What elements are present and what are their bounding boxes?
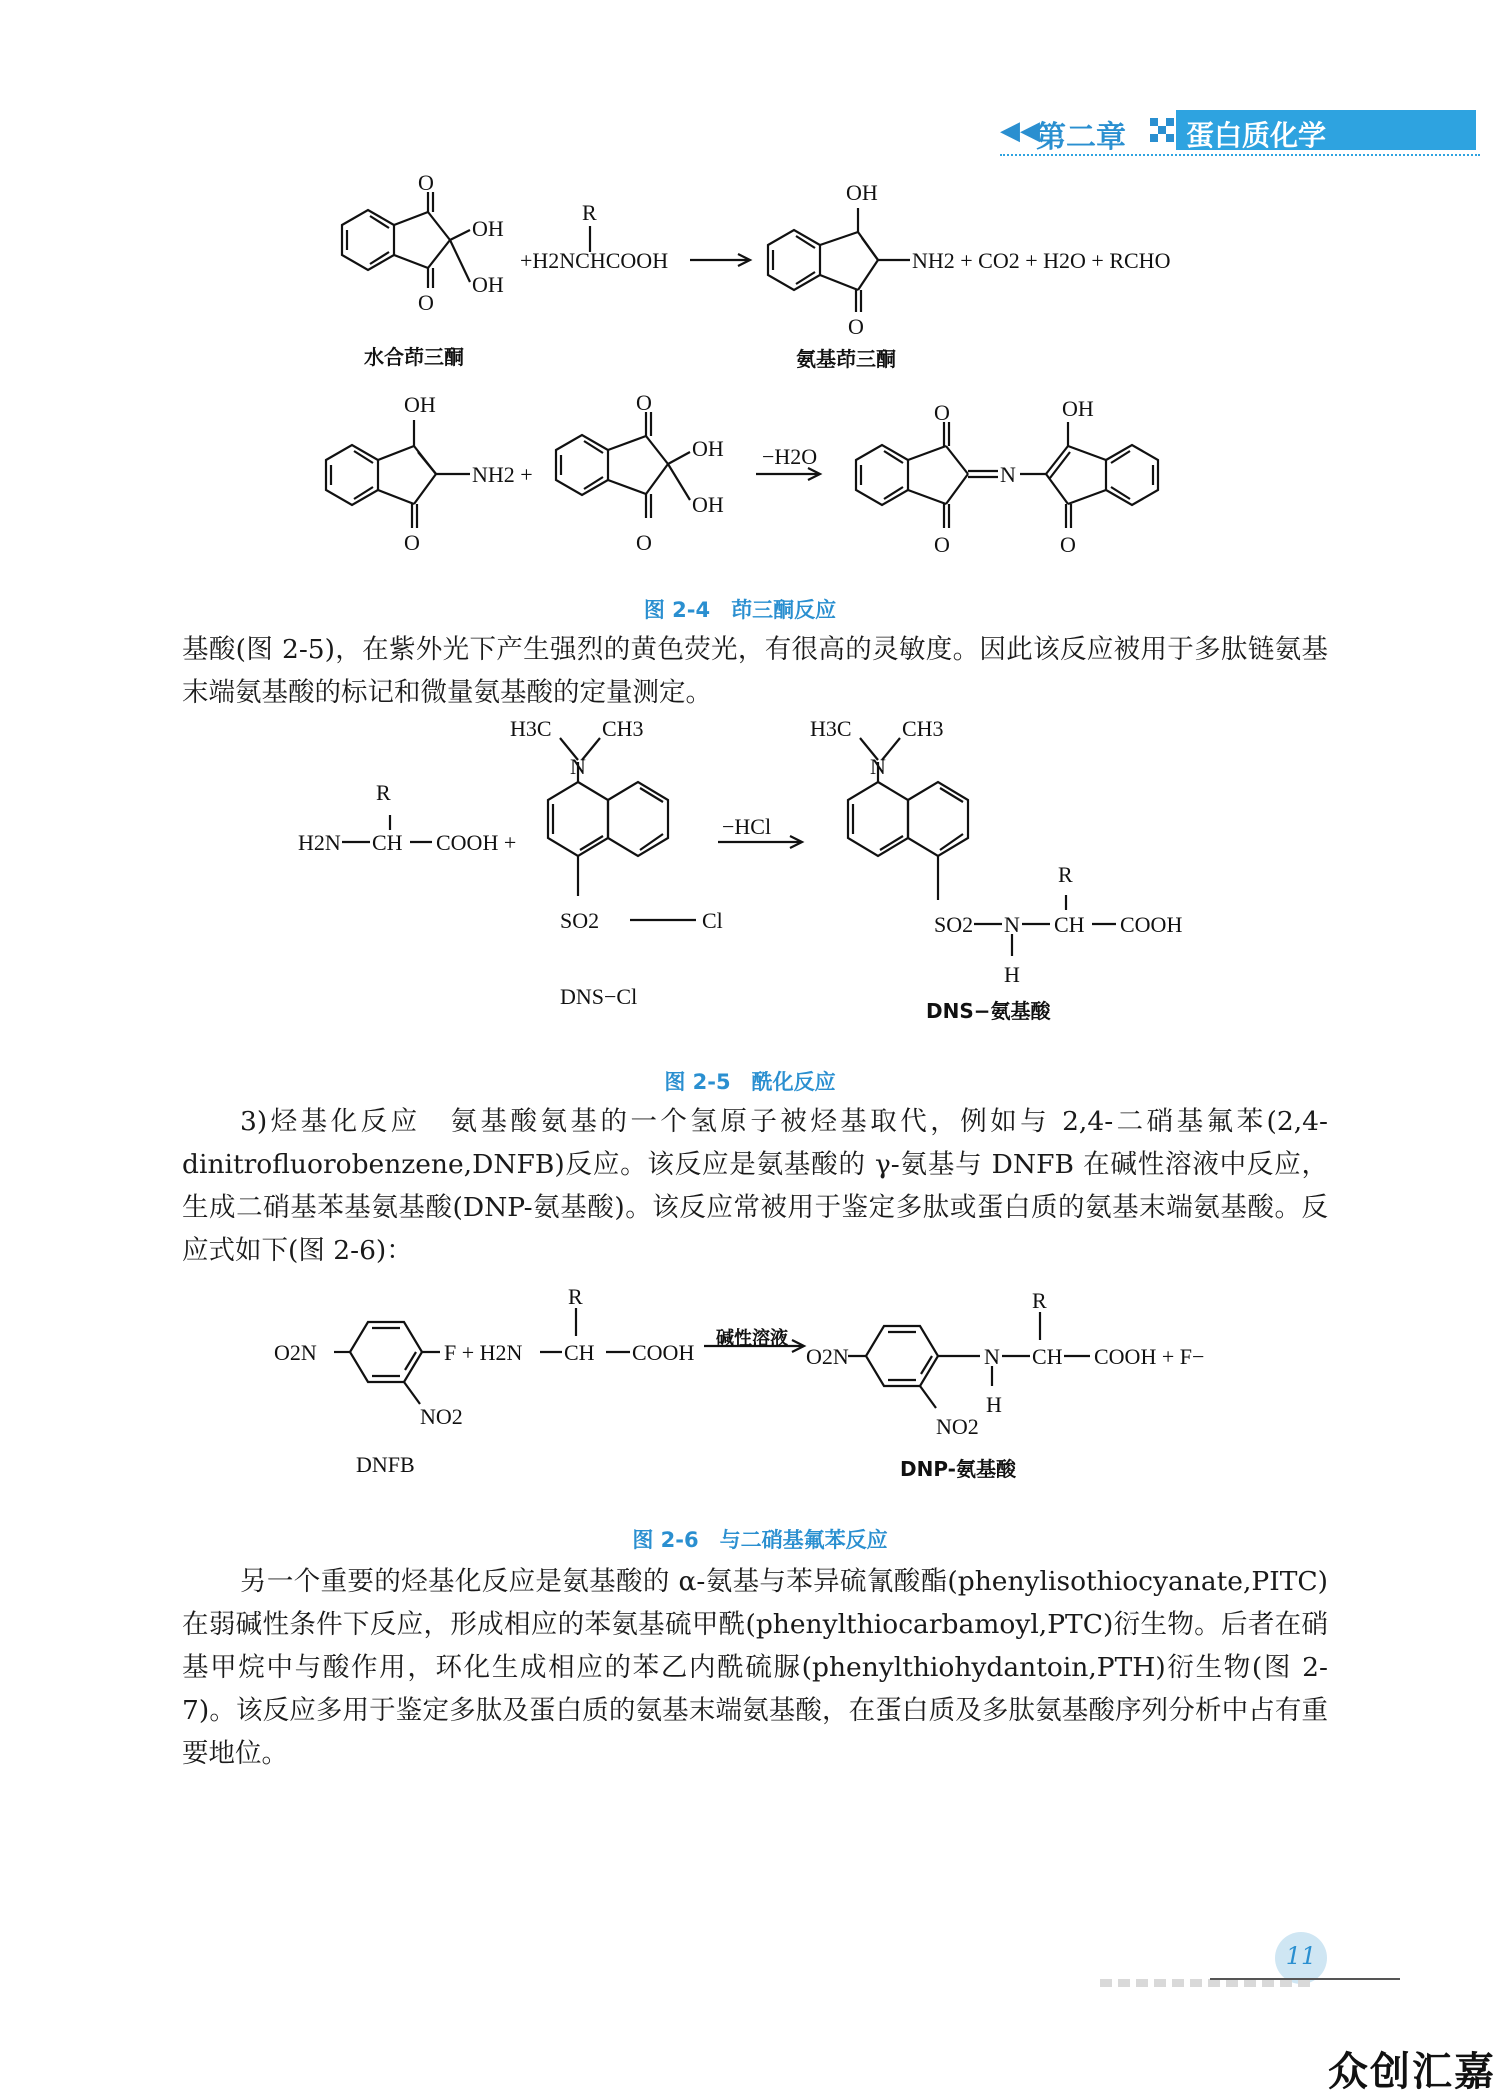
- page-number: 11: [1285, 1942, 1317, 1970]
- n-label: N: [1004, 912, 1020, 937]
- oh-label: OH: [472, 272, 504, 297]
- cooh-label: COOH: [632, 1340, 695, 1365]
- n-label: N: [570, 754, 586, 779]
- chapter-title: 蛋白质化学: [1186, 119, 1327, 152]
- ch-label: CH: [1032, 1344, 1063, 1369]
- product-name: DNP-氨基酸: [900, 1457, 1016, 1481]
- o-label: O: [1060, 532, 1076, 557]
- oh-label: OH: [404, 392, 436, 417]
- cl-label: Cl: [702, 908, 723, 933]
- minus-hcl-label: −HCl: [722, 814, 772, 839]
- n-label: N: [1000, 462, 1016, 487]
- paragraph-1: 基酸(图 2-5)，在紫外光下产生强烈的黄色荧光，有很高的灵敏度。因此该反应被用于多肽链氨基末端氨基酸的标记和微量氨基酸的定量测定。: [182, 634, 1328, 708]
- minus-h2o-label: −H2O: [762, 444, 818, 469]
- so2-label: SO2: [560, 908, 600, 933]
- o2n-label: O2N: [274, 1340, 317, 1365]
- h3c-label: H3C: [810, 716, 852, 741]
- r-label: R: [1032, 1288, 1047, 1313]
- oh-label: OH: [846, 180, 878, 205]
- o-label: O: [934, 400, 950, 425]
- amino-acid-label: +H2NCHCOOH: [520, 248, 669, 273]
- figure-2-5-caption: 图 2-5 酰化反应: [664, 1070, 836, 1094]
- o-label: O: [934, 532, 950, 557]
- ch-label: CH: [372, 830, 403, 855]
- watermark-logo: 众创汇嘉: [1328, 2049, 1496, 2095]
- paragraph-2: 3)烃基化反应 氨基酸氨基的一个氢原子被烃基取代，例如与 2,4-二硝基氟苯(2,4-dinitrofluorobenzene,DNFB)反应。该反应是氨基酸的 γ-氨基与 DNFB 在碱性溶液中反应，生成二硝基苯基氨基酸(DNP-氨基酸)。该反应常被用于鉴定多肽或蛋白质的氨基末端氨基酸。反应式如下(图 2-6)：: [182, 1106, 1328, 1266]
- oh-label: OH: [692, 436, 724, 461]
- h-label: H: [986, 1392, 1002, 1417]
- cooh-label: COOH: [1120, 912, 1183, 937]
- oh-label: OH: [692, 492, 724, 517]
- so2-label: SO2: [934, 912, 974, 937]
- ch-label: CH: [1054, 912, 1085, 937]
- o-label: O: [404, 530, 420, 555]
- h2n-label: H2N: [298, 830, 341, 855]
- figure-2-6-caption: 图 2-6 与二硝基氟苯反应: [632, 1528, 888, 1552]
- f-plus-h2n-label: F + H2N: [444, 1340, 523, 1365]
- reactant-name: DNS−Cl: [560, 984, 638, 1009]
- footer-rule: [1210, 1978, 1400, 1980]
- r-label: R: [568, 1284, 583, 1309]
- oh-label: OH: [472, 216, 504, 241]
- product-name: DNS−氨基酸: [926, 999, 1051, 1023]
- o-label: O: [636, 530, 652, 555]
- ch-label: CH: [564, 1340, 595, 1365]
- r-label: R: [1058, 862, 1073, 887]
- ch3-label: CH3: [902, 716, 944, 741]
- condition-label: 碱性溶液: [716, 1328, 788, 1348]
- o-label: O: [418, 290, 434, 315]
- oh-label: OH: [1062, 396, 1094, 421]
- nh2-plus-label: NH2 +: [472, 462, 533, 487]
- n-label: N: [984, 1344, 1000, 1369]
- cooh-plus-label: COOH +: [436, 830, 517, 855]
- products-label: NH2 + CO2 + H2O + RCHO: [912, 248, 1171, 273]
- o-label: O: [418, 170, 434, 195]
- o2n-label: O2N: [806, 1344, 849, 1369]
- n-label: N: [870, 754, 886, 779]
- figure-2-4-caption: 图 2-4 茚三酮反应: [643, 598, 837, 622]
- o-label: O: [636, 390, 652, 415]
- paragraph-3: 另一个重要的烃基化反应是氨基酸的 α-氨基与苯异硫氰酸酯(phenylisothiocyanate,PITC)在弱碱性条件下反应，形成相应的苯氨基硫甲酰(phenylthiocarbamoyl,PTC)衍生物。后者在硝基甲烷中与酸作用，环化生成相应的苯乙内酰硫脲(phenylthiohydantoin,PTH)衍生物(图 2-7)。该反应多用于鉴定多肽及蛋白质的氨基末端氨基酸，在蛋白质及多肽氨基酸序列分析中占有重要地位。: [182, 1566, 1328, 1769]
- o-label: O: [848, 314, 864, 339]
- h3c-label: H3C: [510, 716, 552, 741]
- ch3-label: CH3: [602, 716, 644, 741]
- reactant-name: 水合茚三酮: [364, 345, 464, 369]
- double-arrow-left-icon: ◀◀: [1000, 116, 1040, 146]
- chapter-label: 第二章: [1036, 120, 1126, 155]
- r-label: R: [582, 200, 597, 225]
- cooh-f-label: COOH + F−: [1094, 1344, 1205, 1369]
- product-name: 氨基茚三酮: [796, 347, 896, 371]
- h-label: H: [1004, 962, 1020, 987]
- no2-label: NO2: [420, 1404, 463, 1429]
- reactant-name: DNFB: [356, 1452, 415, 1477]
- no2-label: NO2: [936, 1414, 979, 1439]
- r-label: R: [376, 780, 391, 805]
